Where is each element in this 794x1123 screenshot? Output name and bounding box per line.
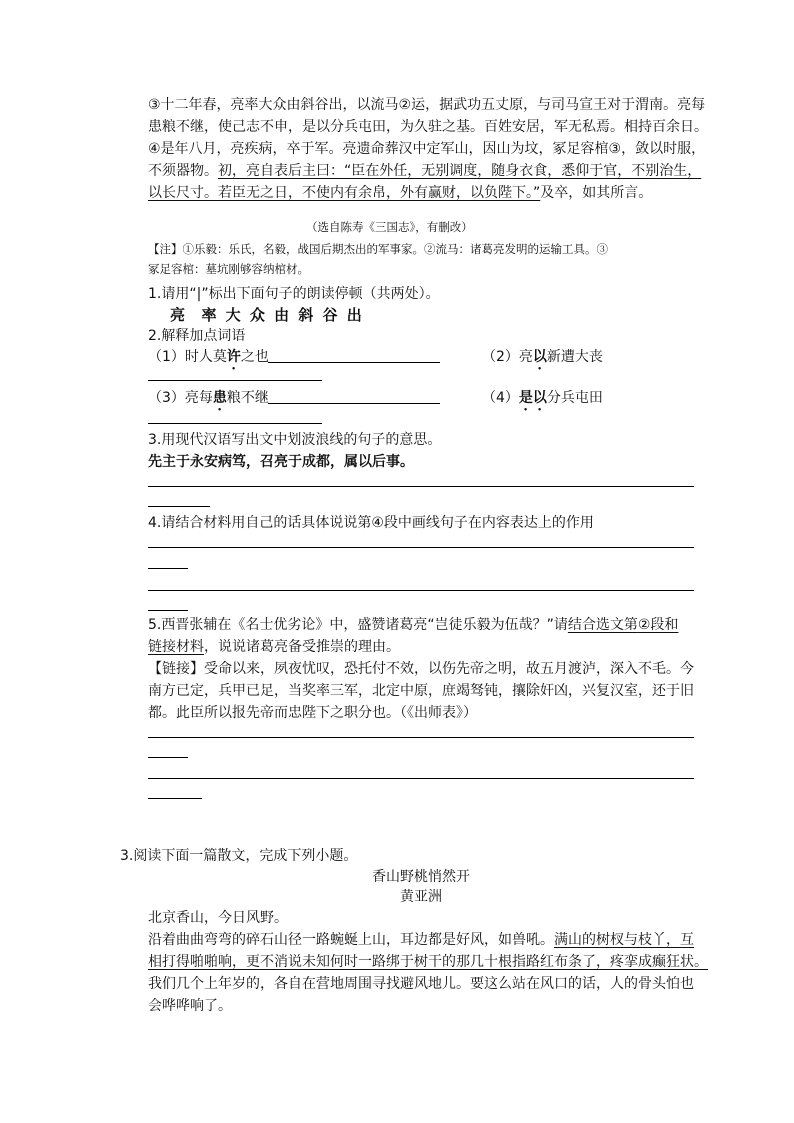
q2-text: （2）亮 (482, 349, 533, 365)
q2-text: （1）时人莫 (148, 349, 227, 365)
underlined-text: 结合选文第 (567, 617, 638, 633)
q2-text: 分兵屯田 (546, 390, 603, 406)
underlined-text: ②段和 (637, 617, 679, 633)
passage-para4-line3 (148, 182, 652, 204)
link-line3: 都。此臣所以报先帝而忠陛下之职分也。（《出师表》） (148, 705, 477, 721)
q2-item-2 (482, 346, 603, 373)
passage-para4-line1: ④是年八月，亮疾病，卒于军。亮遗命葬汉中定军山，因山为坟，冢足容棺③，敛以时服， (148, 141, 706, 157)
dotted-word: 以 (532, 349, 547, 365)
q5-text: ，说说诸葛亮备受推崇的理由。 (204, 639, 400, 655)
essay-para3-line1: 我们几个上年岁的，各自在营地周围寻找避风地儿。要这么站在风口的话，人的骨头怕也 (148, 976, 694, 992)
answer-line-q4b-end[interactable] (148, 610, 188, 611)
passage-para4-line2 (148, 160, 701, 182)
q2-item-4 (482, 387, 603, 414)
question-1: 1.请用“|”标出下面句子的朗读停顿（共两处）。 (148, 286, 440, 302)
dotted-word: 许 (226, 349, 241, 365)
q1-sentence: 亮 率 大 众 由 斜 谷 出 (170, 306, 364, 324)
q2-text: 新遭大丧 (546, 349, 603, 365)
essay-text: 沿着曲曲弯弯的碎石山径一路蜿蜒上山，耳边都是好风，如兽吼。 (148, 932, 554, 948)
essay-para2-line2: 相打得啪啪响，更不消说未知何时一路绑于树干的那几十根指路红布条了，疼挛成癫狂状。 (148, 954, 708, 970)
answer-line-q4b[interactable] (148, 590, 694, 591)
answer-blank-3[interactable] (268, 403, 440, 404)
answer-line-q5a[interactable] (148, 737, 694, 738)
note-line2: 冢足容棺：墓坑刚够容纳棺材。 (148, 262, 309, 276)
question-3: 3.用现代汉语写出文中划波浪线的句子的意思。 (148, 432, 442, 448)
note-line1: 【注】①乐毅：乐氏，名毅，战国后期杰出的军事家。②流马：诸葛亮发明的运输工具。③ (148, 242, 608, 256)
answer-blank-2[interactable] (148, 380, 322, 381)
q2-item-3 (148, 387, 269, 414)
underlined-sentence: 以长尺寸。若臣无之日，不使内有余帛，外有赢财，以负陛下。” (148, 185, 541, 201)
question-2: 2.解释加点词语 (148, 328, 246, 344)
underlined-sentence: 初，亮自表后主曰：“臣在外任，无别调度，随身衣食，悉仰于官，不别治生， (218, 163, 702, 179)
dotted-word: 是以 (518, 390, 547, 406)
link-line1: 【链接】受命以来，夙夜忧叹，恐托付不效，以伤先帝之明，故五月渡泸，深入不毛。今 (148, 661, 694, 677)
passage-para3-line1: ③十二年春，亮率大众由斜谷出，以流马②运，据武功五丈原，与司马宣王对于渭南。亮每 (148, 97, 706, 113)
answer-line-q5b-end[interactable] (148, 798, 202, 799)
q2-text: （4） (482, 390, 519, 406)
q2-item-1 (148, 346, 269, 373)
answer-line-q3-end[interactable] (148, 506, 210, 507)
q3-sentence: 先主于永安病笃，召亮于成都，属以后事。 (148, 454, 414, 470)
essay-para3-line2: 会哗哗响了。 (148, 998, 232, 1014)
passage-text: 及卒，如其所言。 (540, 185, 653, 201)
q2-text: 之也 (240, 349, 269, 365)
q2-text: （3）亮每 (148, 390, 213, 406)
essay-para1: 北京香山，今日风野。 (148, 910, 288, 926)
question-5-line1 (148, 614, 678, 636)
underlined-text: 满山的树杈与枝丫，互 (554, 932, 694, 948)
section3-intro: 3.阅读下面一篇散文，完成下列小题。 (120, 848, 358, 864)
question-5-line2 (148, 636, 400, 658)
source-citation: （选自陈寿《三国志》，有删改） (306, 220, 473, 234)
answer-line-q4a-end[interactable] (148, 568, 188, 569)
passage-text: 不须器物。 (148, 163, 218, 179)
answer-line-q4a[interactable] (148, 547, 694, 548)
essay-para2-line1 (148, 929, 694, 951)
answer-blank-4[interactable] (148, 423, 322, 424)
essay-author: 黄亚洲 (400, 889, 442, 905)
link-line2: 南方已定，兵甲已足，当奖率三军，北定中原，庶竭驽钝，攘除奸凶，兴复汉室，还于旧 (148, 683, 694, 699)
q5-text: 5.西晋张辅在《名士优劣论》中，盛赞诸葛亮“岂徒乐毅为伍哉？”请 (148, 617, 568, 633)
question-4: 4.请结合材料用自己的话具体说说第④段中画线句子在内容表达上的作用 (148, 515, 594, 531)
answer-line-q3[interactable] (148, 486, 694, 487)
dotted-word: 患 (212, 390, 227, 406)
underlined-text: 链接材料 (148, 639, 204, 655)
essay-title: 香山野桃悄然开 (372, 869, 470, 885)
answer-blank-1[interactable] (268, 362, 440, 363)
answer-line-q5b[interactable] (148, 778, 694, 779)
passage-para3-line2: 患粮不继，使己志不申，是以分兵屯田，为久驻之基。百姓安居，军无私焉。相持百余日。 (148, 119, 708, 135)
q2-text: 粮不继 (226, 390, 269, 406)
answer-line-q5a-end[interactable] (148, 757, 188, 758)
